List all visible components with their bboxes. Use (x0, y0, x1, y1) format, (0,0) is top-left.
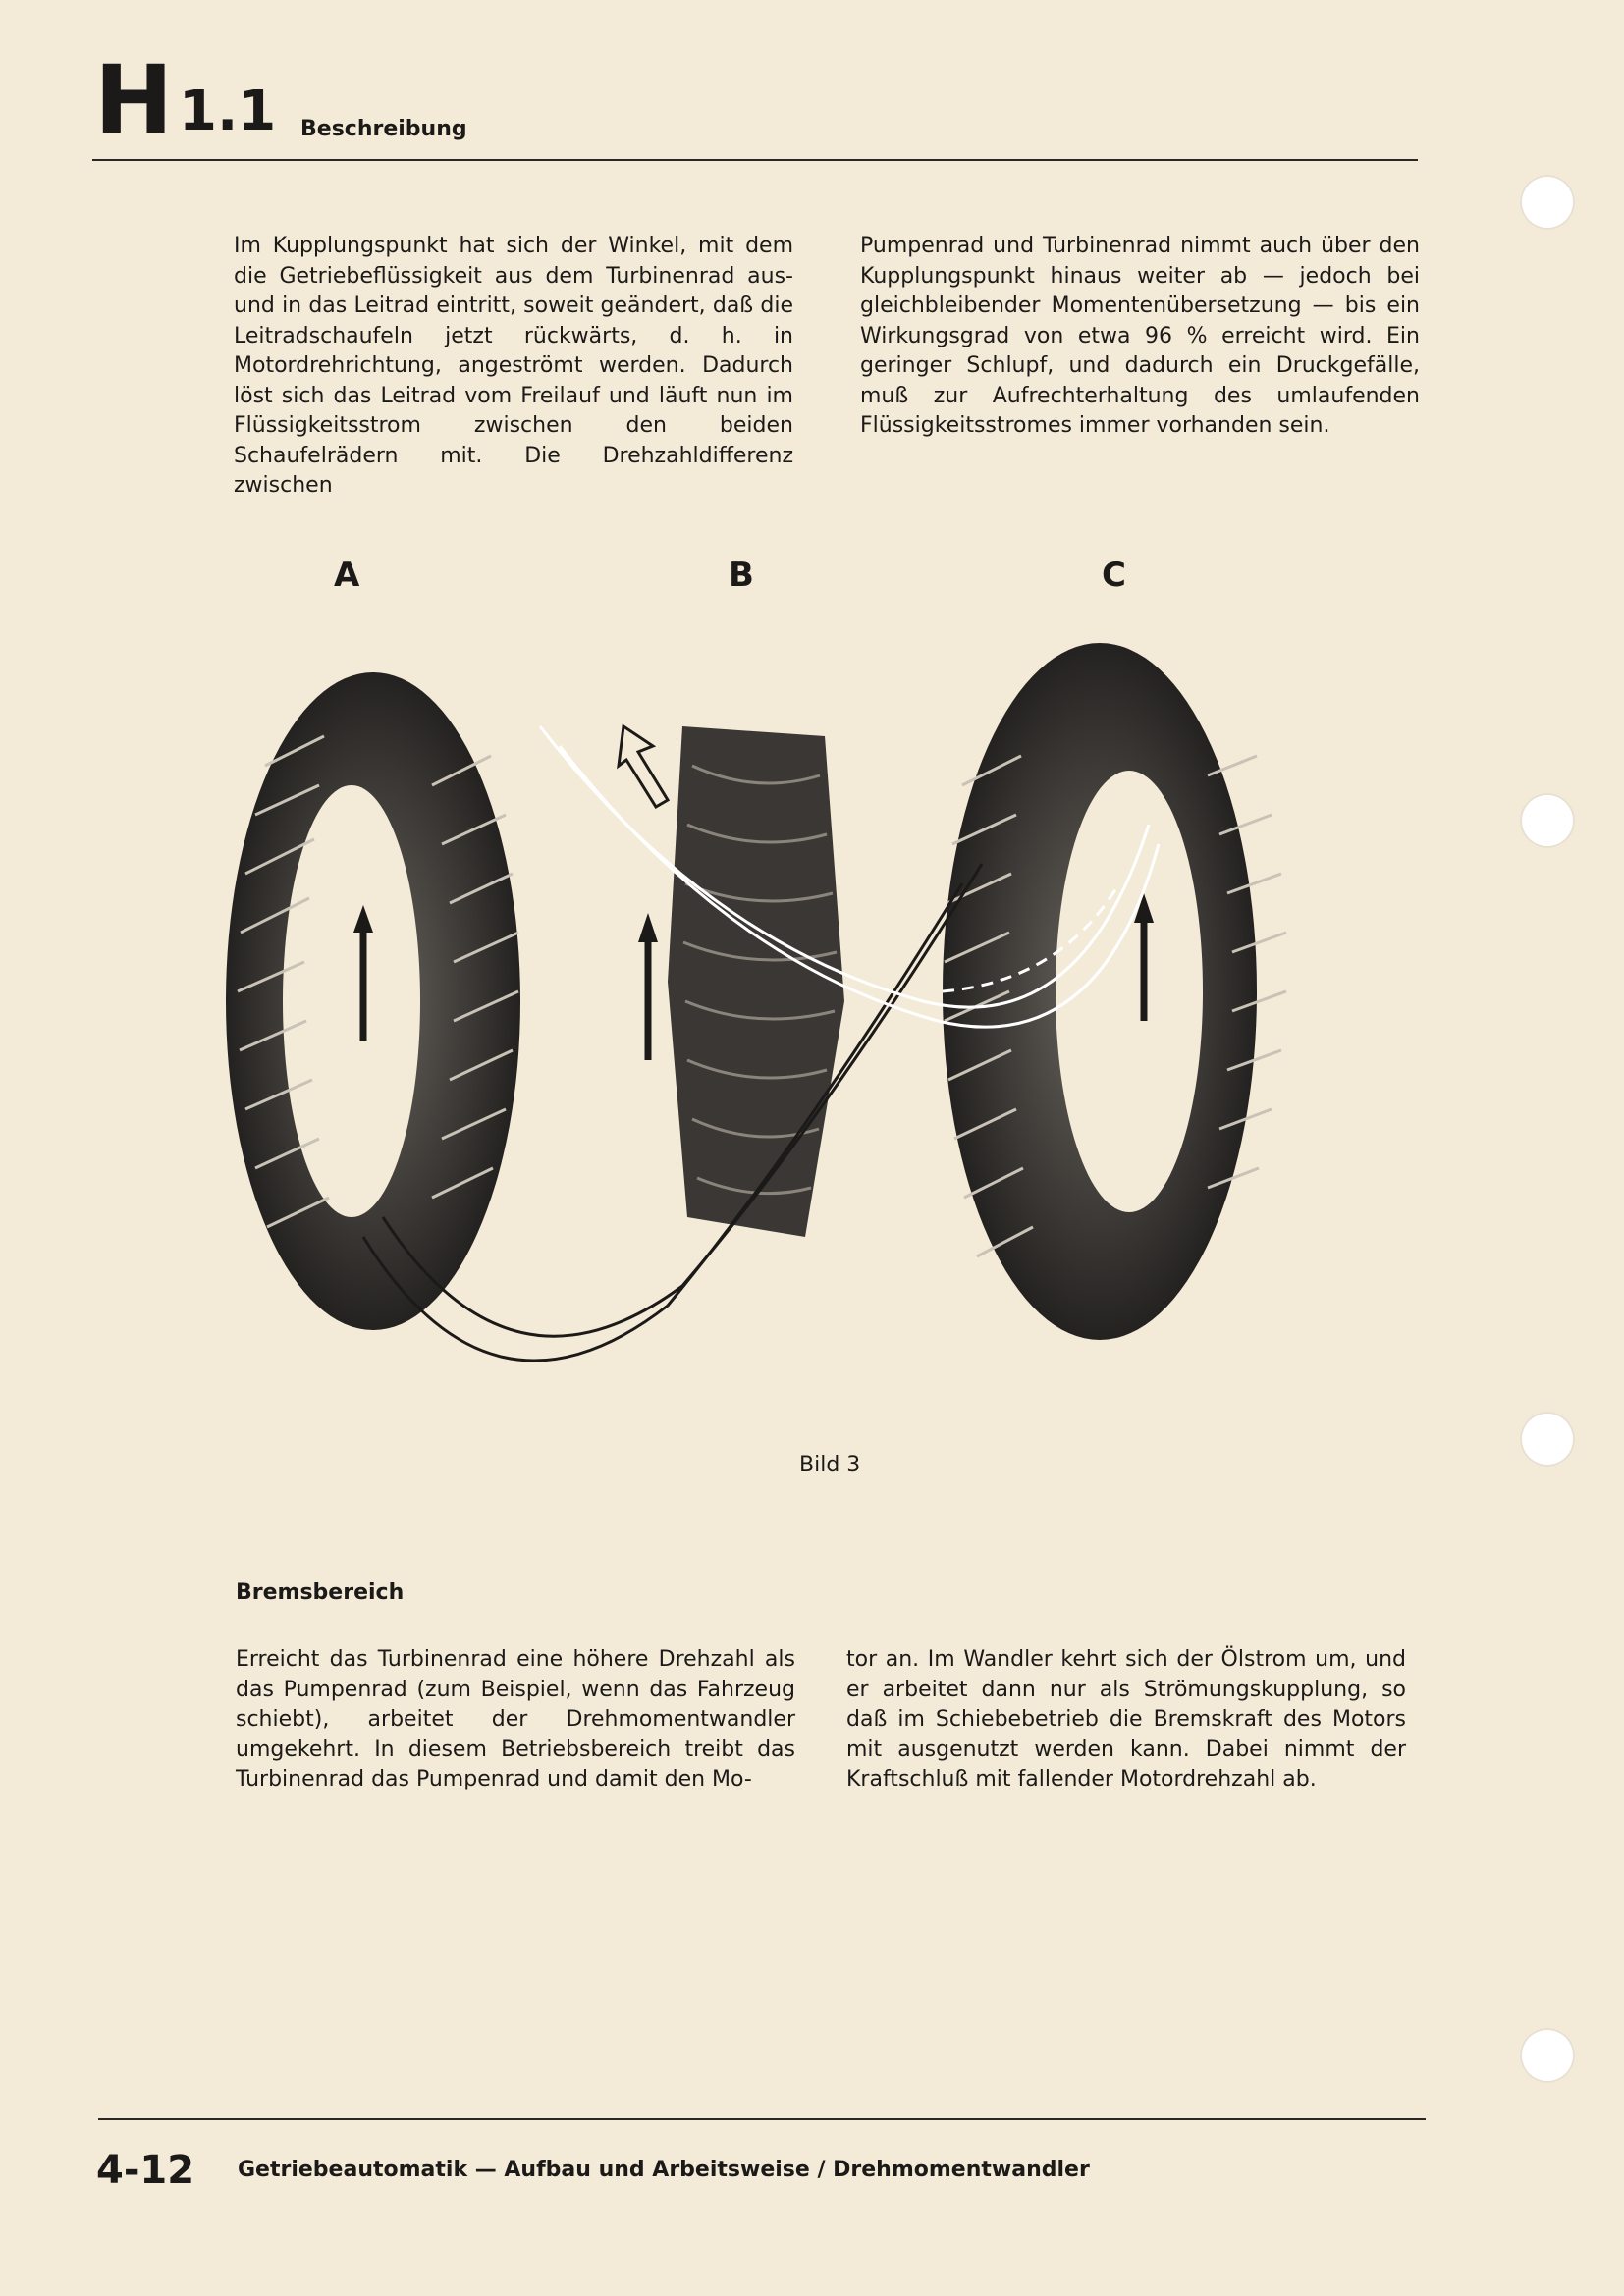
figure-label-a: A (334, 556, 360, 595)
footer-title: Getriebeautomatik — Aufbau und Arbeitsweise / Drehmomentwandler (238, 2158, 1090, 2182)
punch-hole-2 (1520, 793, 1575, 848)
intro-text-left: Im Kupplungspunkt hat sich der Winkel, mit dem die Getriebeflüssigkeit aus dem Turbinenrad aus- und in das Leitrad eintritt, soweit geändert, daß die Leitradschaufeln jetzt rückwärts, d. h. in Motordrehrichtung, angeströmt werden. Dadurch löst sich das Leitrad vom Freilauf und läuft nun im Flüssigkeitsstrom zwischen den beiden Schaufelrädern mit. Die Drehzahldifferenz zwischen (234, 234, 793, 498)
stator-b (638, 726, 844, 1237)
torque-converter-illustration (118, 589, 1394, 1433)
figure-label-b: B (729, 556, 754, 595)
section-letter: H (94, 45, 172, 155)
punch-hole-4 (1520, 2028, 1575, 2083)
flow-arrow-outline (619, 726, 668, 807)
intro-column-right (860, 232, 1420, 442)
section-title: Beschreibung (300, 117, 467, 141)
punch-hole-3 (1520, 1412, 1575, 1467)
intro-text-right: Pumpenrad und Turbinenrad nimmt auch über den Kupplungspunkt hinaus weiter ab — jedoch bei gleichbleibender Momentenübersetzung — bis ein Wirkungsgrad von etwa 96 % erreicht wird. Ein geringer Schlupf, und dadurch ein Druckgefälle, muß zur Aufrechterhaltung des umlaufenden Flüssigkeitsstromes immer vorhanden sein. (860, 234, 1420, 438)
turbine-wheel-c (943, 643, 1286, 1340)
section-number: 1.1 (179, 80, 277, 143)
page-header (94, 45, 1420, 155)
figure-label-c: C (1102, 556, 1126, 595)
footer-rule (98, 2118, 1426, 2120)
page-number: 4-12 (96, 2148, 195, 2193)
section-text-left: Erreicht das Turbinenrad eine höhere Drehzahl als das Pumpenrad (zum Beispiel, wenn das Fahrzeug schiebt), arbeitet der Drehmomentwandler umgekehrt. In diesem Betriebsbereich treibt das Turbinenrad das Pumpenrad und damit den Mo- (236, 1647, 795, 1791)
header-rule (92, 159, 1418, 161)
intro-column-left (234, 232, 793, 502)
section-column-right (846, 1645, 1406, 1795)
punch-hole-1 (1520, 175, 1575, 230)
pump-wheel-a (226, 672, 520, 1330)
section-heading: Bremsbereich (236, 1580, 405, 1605)
section-column-left (236, 1645, 795, 1795)
section-text-right: tor an. Im Wandler kehrt sich der Ölstrom um, und er arbeitet dann nur als Strömungskupplung, so daß im Schiebebetrieb die Bremskraft des Motors mit ausgenutzt werden kann. Dabei nimmt der Kraftschluß mit fallender Motordrehzahl ab. (846, 1647, 1406, 1791)
figure-caption: Bild 3 (799, 1453, 861, 1477)
